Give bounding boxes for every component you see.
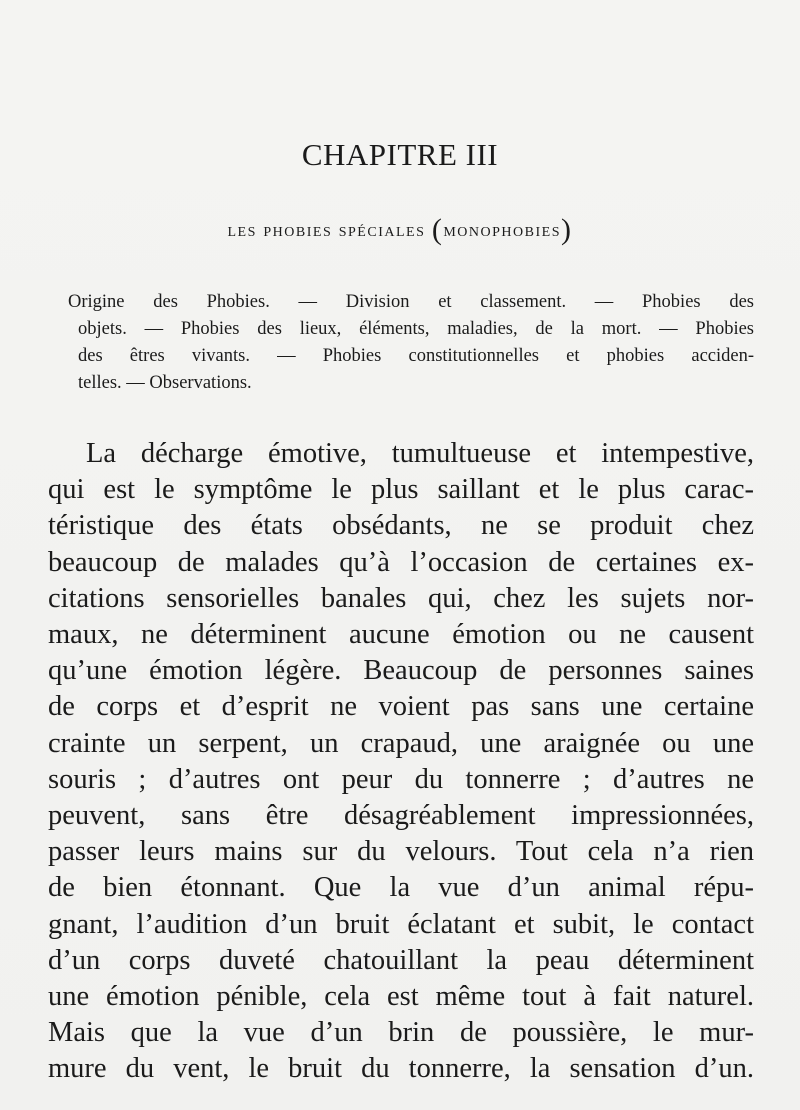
chapter-title: CHAPITRE III: [301, 137, 499, 172]
summary-line: des êtres vivants. — Phobies constitutionnelles et phobies acciden-: [78, 346, 754, 366]
body-line: une émotion pénible, cela est même tout à fait naturel.: [48, 981, 754, 1013]
summary-line: telles. — Observations.: [78, 373, 252, 393]
body-line: passer leurs mains sur du velours. Tout cela n’a rien: [48, 836, 754, 868]
chapter-subtitle: [0, 213, 800, 247]
chapter-subtitle-inner: monophobies: [443, 219, 561, 241]
body-paragraph: [48, 436, 754, 1088]
body-line: La décharge émotive, tumultueuse et intempestive,: [86, 438, 754, 469]
body-line: de corps et d’esprit ne voient pas sans une certaine: [48, 691, 754, 723]
body-line: souris ; d’autres ont peur du tonnerre ; d’autres ne: [48, 763, 754, 795]
body-line: qui est le symptôme le plus saillant et le plus carac-: [48, 474, 754, 506]
body-line: gnant, l’audition d’un bruit éclatant et subit, le contact: [48, 908, 754, 940]
body-line: de bien étonnant. Que la vue d’un animal répu-: [48, 872, 754, 904]
body-line: d’un corps duveté chatouillant la peau déterminent: [48, 944, 754, 976]
summary-line: Origine des Phobies. — Division et classement. — Phobies des: [68, 292, 754, 312]
body-line: beaucoup de malades qu’à l’occasion de certaines ex-: [48, 546, 754, 578]
body-line: téristique des états obsédants, ne se produit chez: [48, 510, 754, 542]
body-line: maux, ne déterminent aucune émotion ou ne causent: [48, 619, 754, 651]
body-line: mure du vent, le bruit du tonnerre, la sensation d’un.: [48, 1053, 754, 1085]
summary-line: objets. — Phobies des lieux, éléments, maladies, de la mort. — Phobies: [78, 319, 754, 339]
chapter-summary: [68, 289, 754, 397]
chapter-subtitle-text: les phobies spéciales: [227, 219, 432, 241]
body-line: qu’une émotion légère. Beaucoup de personnes saines: [48, 655, 754, 687]
body-line: peuvent, sans être désagréablement impressionnées,: [48, 800, 754, 832]
body-line: Mais que la vue d’un brin de poussière, le mur-: [48, 1017, 754, 1049]
subtitle-close-paren: ): [560, 213, 573, 246]
subtitle-open-paren: (: [431, 213, 444, 246]
body-line: crainte un serpent, un crapaud, une araignée ou une: [48, 727, 754, 759]
body-line: citations sensorielles banales qui, chez les sujets nor-: [48, 582, 754, 614]
